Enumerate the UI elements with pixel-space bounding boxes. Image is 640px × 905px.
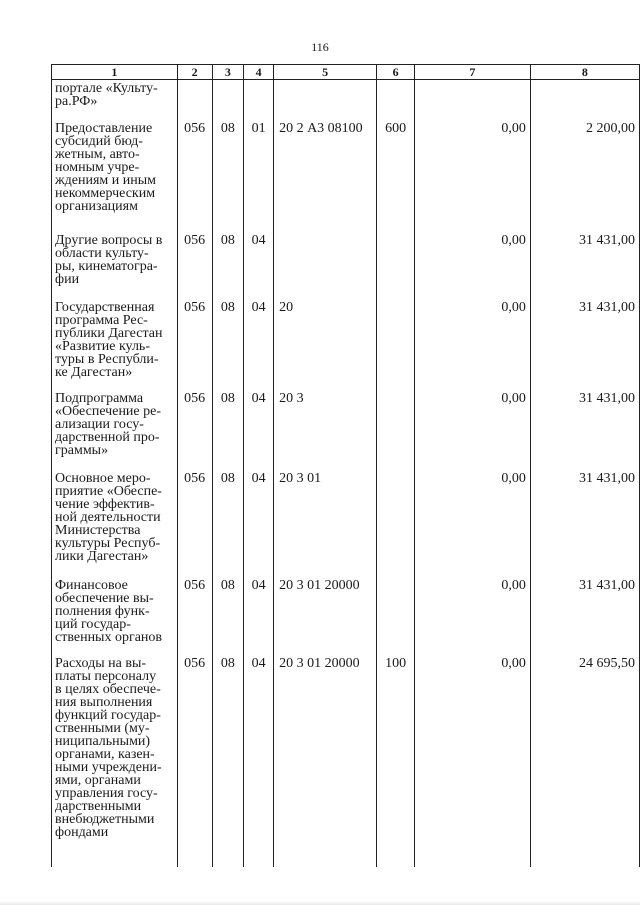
row-col-8: 2 200,00 <box>530 118 639 230</box>
row-col-6 <box>377 468 415 575</box>
row-col-4: 04 <box>244 297 274 388</box>
row-col-7: 0,00 <box>415 297 531 388</box>
row-col-8: 24 695,50 <box>530 653 639 867</box>
table-row <box>52 575 640 653</box>
row-col-3: 08 <box>212 653 244 867</box>
page-number: 116 <box>311 40 329 54</box>
row-col-4: 04 <box>244 653 274 867</box>
header-col-7: 7 <box>415 65 531 80</box>
row-col-8: 31 431,00 <box>530 468 639 575</box>
table-row <box>52 297 640 388</box>
header-col-2: 2 <box>177 65 212 80</box>
row-col-6 <box>377 575 415 653</box>
row-col-4: 04 <box>244 468 274 575</box>
row-col-4: 04 <box>244 575 274 653</box>
row-col-2: 056 <box>177 118 212 230</box>
row-col-8: 31 431,00 <box>530 575 639 653</box>
row-col-8: 31 431,00 <box>530 230 639 297</box>
row-col-4: 01 <box>244 118 274 230</box>
row-col-3: 08 <box>212 575 244 653</box>
table-row <box>52 118 640 230</box>
continuation-name: портале «Культу- ра.РФ» <box>52 80 178 119</box>
row-col-6 <box>377 297 415 388</box>
row-name: Другие вопросы в области культу- ры, кинематогра- фии <box>52 230 178 297</box>
row-col-2: 056 <box>177 653 212 867</box>
row-col-3: 08 <box>212 388 244 468</box>
scan-edge <box>0 901 640 905</box>
header-col-3: 3 <box>212 65 244 80</box>
row-col-7: 0,00 <box>415 575 531 653</box>
row-name: Расходы на вы- платы персоналу в целях обеспече- ния выполнения функций государ- ственными (му- ниципальными) органами, казен- ными учреждени- ями, органами управления госу- дарственными внебюджетными фондами <box>52 653 178 867</box>
header-col-6: 6 <box>377 65 415 80</box>
row-name: Подпрограмма «Обеспечение ре- ализации госу- дарственной про- граммы» <box>52 388 178 468</box>
budget-table <box>51 64 640 867</box>
row-col-5: 20 3 01 20000 <box>274 575 377 653</box>
row-name: Государственная программа Рес- публики Дагестан «Развитие куль- туры в Республи- ке Дагестан» <box>52 297 178 388</box>
table-body <box>52 80 640 868</box>
row-name: Основное меро- приятие «Обеспе- чение эффектив- ной деятельности Министерства культуры Респуб- лики Дагестан» <box>52 468 178 575</box>
row-col-6 <box>377 388 415 468</box>
row-col-8: 31 431,00 <box>530 297 639 388</box>
table-row <box>52 230 640 297</box>
row-name: Финансовое обеспечение вы- полнения функ- ций государ- ственных органов <box>52 575 178 653</box>
row-col-5: 20 3 01 <box>274 468 377 575</box>
header-col-5: 5 <box>274 65 377 80</box>
row-col-7: 0,00 <box>415 118 531 230</box>
row-col-3: 08 <box>212 230 244 297</box>
header-col-4: 4 <box>244 65 274 80</box>
row-col-7: 0,00 <box>415 468 531 575</box>
row-col-5: 20 3 <box>274 388 377 468</box>
row-col-6: 100 <box>377 653 415 867</box>
row-col-2: 056 <box>177 575 212 653</box>
row-col-3: 08 <box>212 468 244 575</box>
row-col-7: 0,00 <box>415 230 531 297</box>
row-col-5: 20 3 01 20000 <box>274 653 377 867</box>
row-col-6 <box>377 230 415 297</box>
row-col-3: 08 <box>212 118 244 230</box>
row-col-4: 04 <box>244 388 274 468</box>
row-col-5: 20 2 А3 08100 <box>274 118 377 230</box>
table-row <box>52 468 640 575</box>
row-col-8: 31 431,00 <box>530 388 639 468</box>
row-col-5 <box>274 230 377 297</box>
row-col-2: 056 <box>177 297 212 388</box>
row-col-6: 600 <box>377 118 415 230</box>
table-row <box>52 653 640 867</box>
row-col-2: 056 <box>177 230 212 297</box>
header-col-8: 8 <box>530 65 639 80</box>
continuation-row <box>52 80 640 119</box>
row-col-5: 20 <box>274 297 377 388</box>
row-col-7: 0,00 <box>415 653 531 867</box>
budget-table-container <box>51 64 640 867</box>
table-row <box>52 388 640 468</box>
row-col-4: 04 <box>244 230 274 297</box>
header-col-1: 1 <box>52 65 178 80</box>
row-col-2: 056 <box>177 468 212 575</box>
row-col-3: 08 <box>212 297 244 388</box>
row-name: Предоставление субсидий бюд- жетным, авто- номным учре- ждениям и иным некоммерческим организациям <box>52 118 178 230</box>
row-col-2: 056 <box>177 388 212 468</box>
header-row <box>52 65 640 80</box>
row-col-7: 0,00 <box>415 388 531 468</box>
